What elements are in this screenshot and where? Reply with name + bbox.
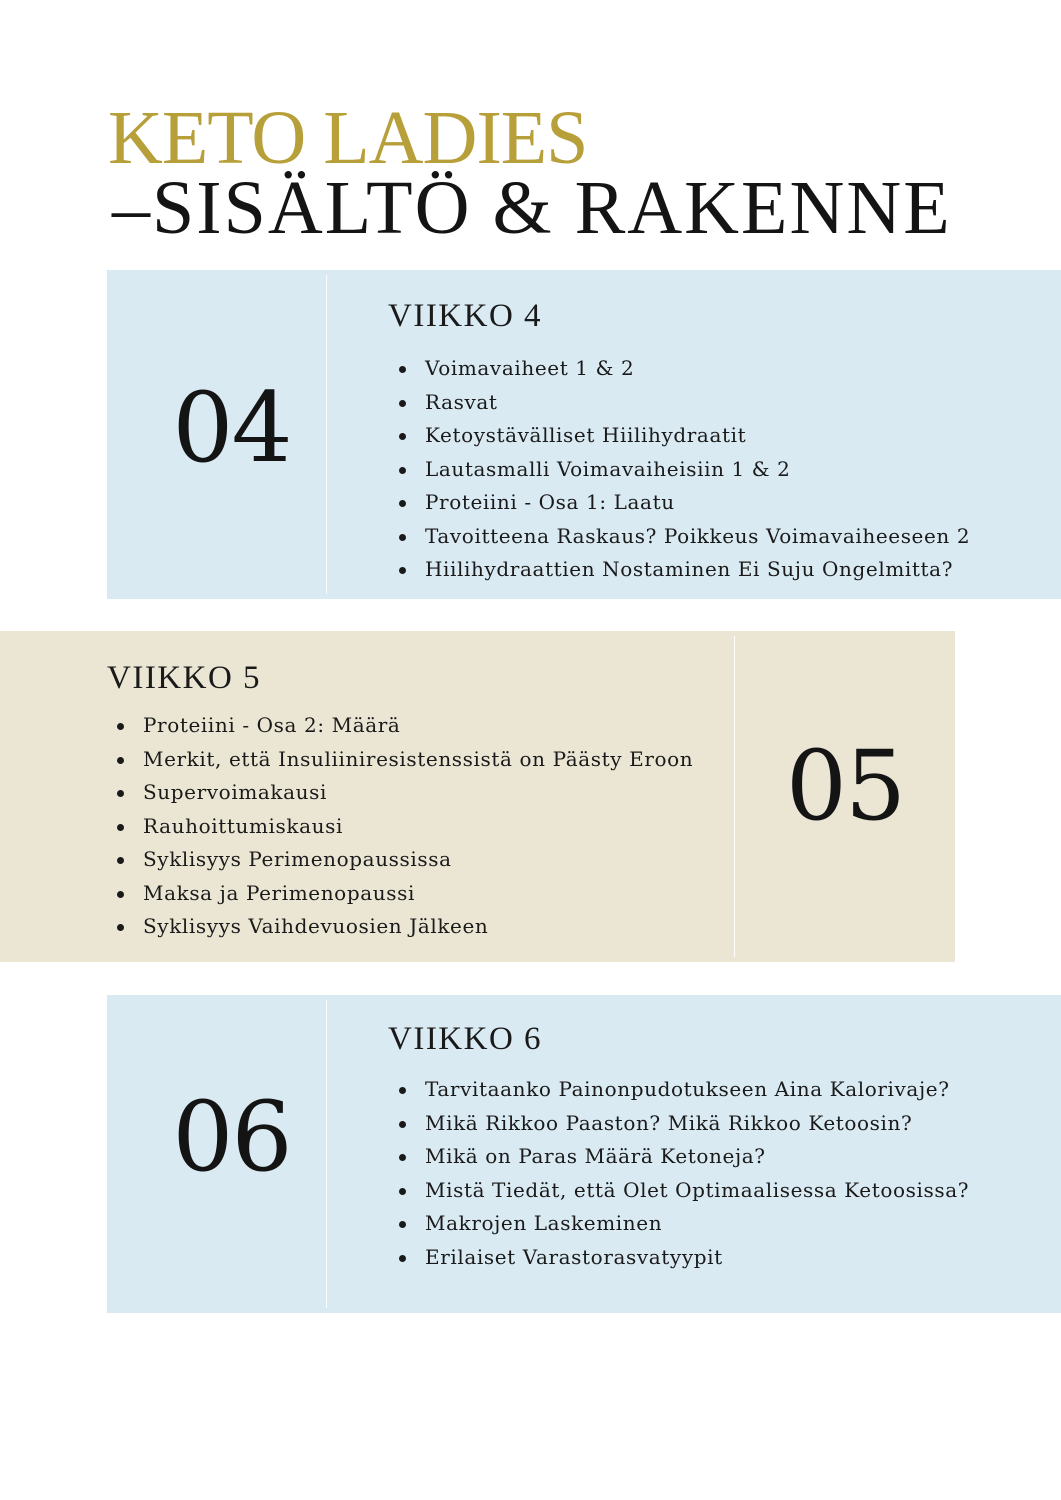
list-item: Rauhoittumiskausi: [117, 810, 693, 844]
week-number: 05: [785, 730, 905, 842]
bullet-icon: [117, 723, 124, 730]
list-item: Erilaiset Varastorasvatyypit: [399, 1241, 969, 1275]
bullet-icon: [117, 891, 124, 898]
bullet-icon: [399, 1221, 406, 1228]
bullet-icon: [399, 1154, 406, 1161]
week-number: 04: [172, 372, 291, 484]
list-item: Tarvitaanko Painonpudotukseen Aina Kalorivaje?: [399, 1073, 969, 1107]
list-item: Proteiini - Osa 2: Määrä: [117, 709, 693, 743]
bullet-icon: [117, 757, 124, 764]
bullet-icon: [399, 534, 406, 541]
page-title-line2: –SISÄLTÖ & RAKENNE: [112, 166, 952, 250]
week-5-panel: [0, 631, 955, 962]
list-item: Makrojen Laskeminen: [399, 1207, 969, 1241]
bullet-icon: [399, 500, 406, 507]
week-4-panel: [107, 270, 1061, 599]
week-title: VIIKKO 5: [107, 660, 262, 696]
topic-list: [399, 352, 970, 587]
list-item: Maksa ja Perimenopaussi: [117, 877, 693, 911]
week-number: 06: [172, 1081, 291, 1193]
list-item: Lautasmalli Voimavaiheisiin 1 & 2: [399, 453, 970, 487]
bullet-icon: [399, 567, 406, 574]
week-6-panel: [107, 995, 1061, 1313]
list-item: Merkit, että Insuliiniresistenssistä on Päästy Eroon: [117, 743, 693, 777]
week-title: VIIKKO 6: [388, 1021, 543, 1057]
list-item: Tavoitteena Raskaus? Poikkeus Voimavaiheeseen 2: [399, 520, 970, 554]
list-item: Proteiini - Osa 1: Laatu: [399, 486, 970, 520]
bullet-icon: [399, 366, 406, 373]
bullet-icon: [117, 924, 124, 931]
topic-list: [117, 709, 693, 944]
list-item: Supervoimakausi: [117, 776, 693, 810]
bullet-icon: [399, 433, 406, 440]
bullet-icon: [117, 790, 124, 797]
list-item: Mikä Rikkoo Paaston? Mikä Rikkoo Ketoosin?: [399, 1107, 969, 1141]
bullet-icon: [399, 1121, 406, 1128]
list-item: Hiilihydraattien Nostaminen Ei Suju Ongelmitta?: [399, 553, 970, 587]
bullet-icon: [399, 1087, 406, 1094]
page-title-line1: KETO LADIES: [108, 96, 588, 180]
list-item: Mistä Tiedät, että Olet Optimaalisessa Ketoosissa?: [399, 1174, 969, 1208]
list-item: Rasvat: [399, 386, 970, 420]
list-item: Ketoystävälliset Hiilihydraatit: [399, 419, 970, 453]
week-title: VIIKKO 4: [388, 298, 543, 334]
topic-list: [399, 1073, 969, 1274]
bullet-icon: [117, 824, 124, 831]
bullet-icon: [399, 1188, 406, 1195]
bullet-icon: [399, 467, 406, 474]
list-item: Syklisyys Perimenopaussissa: [117, 843, 693, 877]
bullet-icon: [117, 857, 124, 864]
bullet-icon: [399, 400, 406, 407]
list-item: Mikä on Paras Määrä Ketoneja?: [399, 1140, 969, 1174]
list-item: Voimavaiheet 1 & 2: [399, 352, 970, 386]
list-item: Syklisyys Vaihdevuosien Jälkeen: [117, 910, 693, 944]
bullet-icon: [399, 1255, 406, 1262]
